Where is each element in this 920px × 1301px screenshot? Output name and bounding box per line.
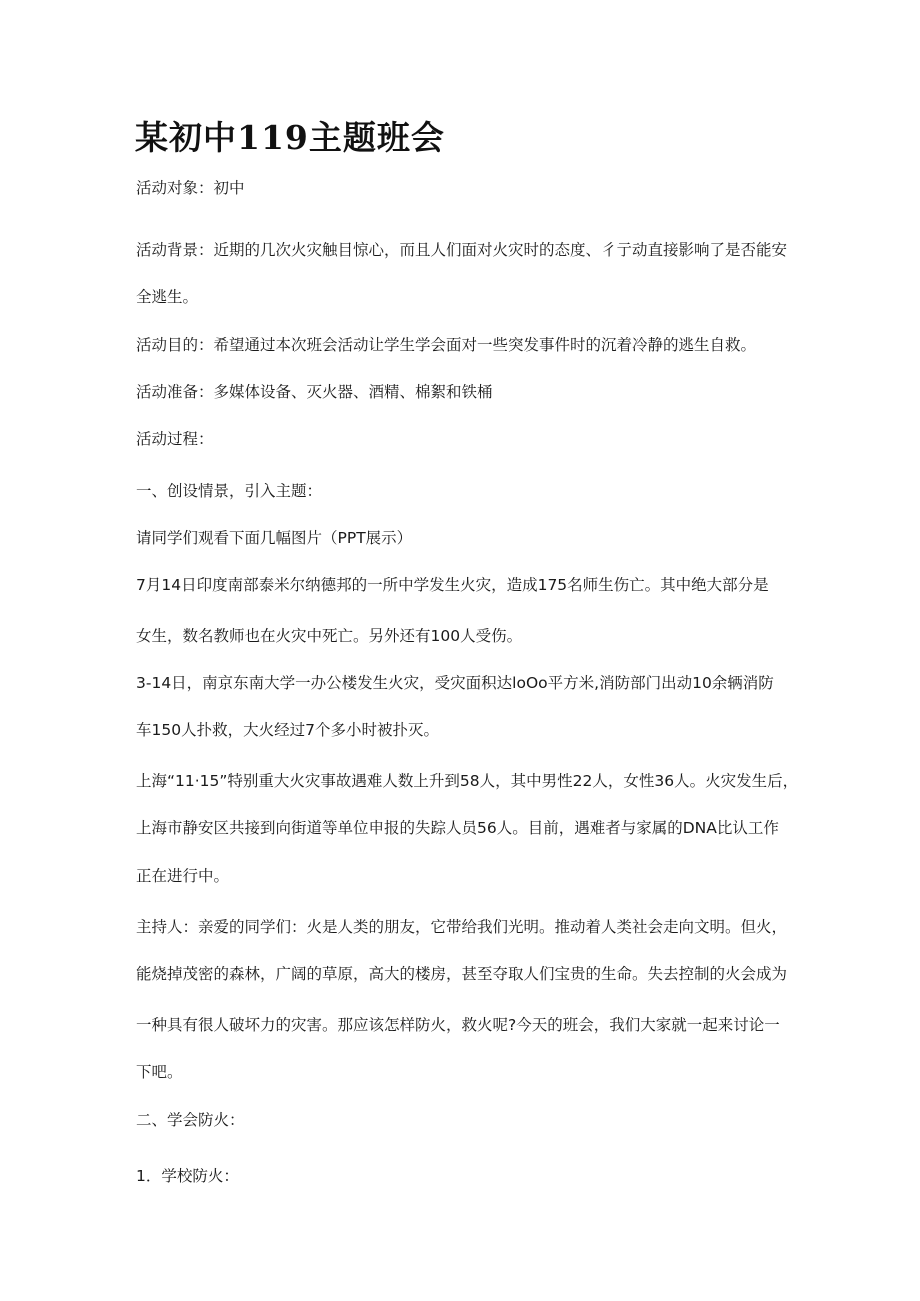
document-title: 某初中119主题班会 [135,118,445,157]
text-line-activity-target: 活动对象：初中 [136,179,245,197]
text-line-shanghai-2: 上海市静安区共接到向街道等单位申报的失踪人员56人。目前，遇难者与家属的DNA比认工作 [136,819,779,837]
text-line-nanjing-2: 车150人扑救，大火经过7个多小时被扑灭。 [136,721,439,739]
text-line-background-2: 全逃生。 [136,288,199,306]
text-line-nanjing-1: 3-14日，南京东南大学一办公楼发生火灾，受灾面积达loOo平方米,消防部门出动10余辆消防 [136,674,774,692]
text-line-preparation: 活动准备：多媒体设备、灭火器、酒精、棉絮和铁桶 [136,383,493,401]
text-line-background-1: 活动背景：近期的几次火灾触目惊心，而且人们面对火灾时的态度、彳亍动直接影响了是否能安 [136,241,788,259]
text-line-host-4: 下吧。 [136,1063,183,1081]
section-heading-2: 二、学会防火： [136,1111,245,1129]
section-heading-1: 一、创设情景，引入主题： [136,482,323,500]
text-line-purpose: 活动目的：希望通过本次班会活动让学生学会面对一些突发事件时的沉着冷静的逃生自救。 [136,336,757,354]
text-line-host-1: 主持人：亲爱的同学们：火是人类的朋友，它带给我们光明。推动着人类社会走向文明。但火， [136,918,788,936]
text-line-shanghai-1: 上海“11·15”特别重大火灾事故遇难人数上升到58人，其中男性22人，女性36人。火灾发生后， [136,772,799,790]
text-line-india-2: 女生，数名教师也在火灾中死亡。另外还有100人受伤。 [136,627,523,645]
text-line-host-2: 能烧掉茂密的森林，广阔的草原，高大的楼房，甚至夺取人们宝贵的生命。失去控制的火会成为 [136,965,788,983]
subsection-heading-1: 1．学校防火： [136,1167,239,1185]
text-line-shanghai-3: 正在进行中。 [136,867,230,885]
text-line-ppt: 请同学们观看下面几幅图片（PPT展示） [136,529,413,547]
text-line-host-3: 一种具有很人破坏力的灾害。那应该怎样防火，救火呢?今天的班会，我们大家就一起来讨论一 [136,1016,780,1034]
text-line-process-heading: 活动过程： [136,430,214,448]
text-line-india-1: 7月14日印度南部泰米尔纳德邦的一所中学发生火灾，造成175名师生伤亡。其中绝大部分是 [136,576,769,594]
